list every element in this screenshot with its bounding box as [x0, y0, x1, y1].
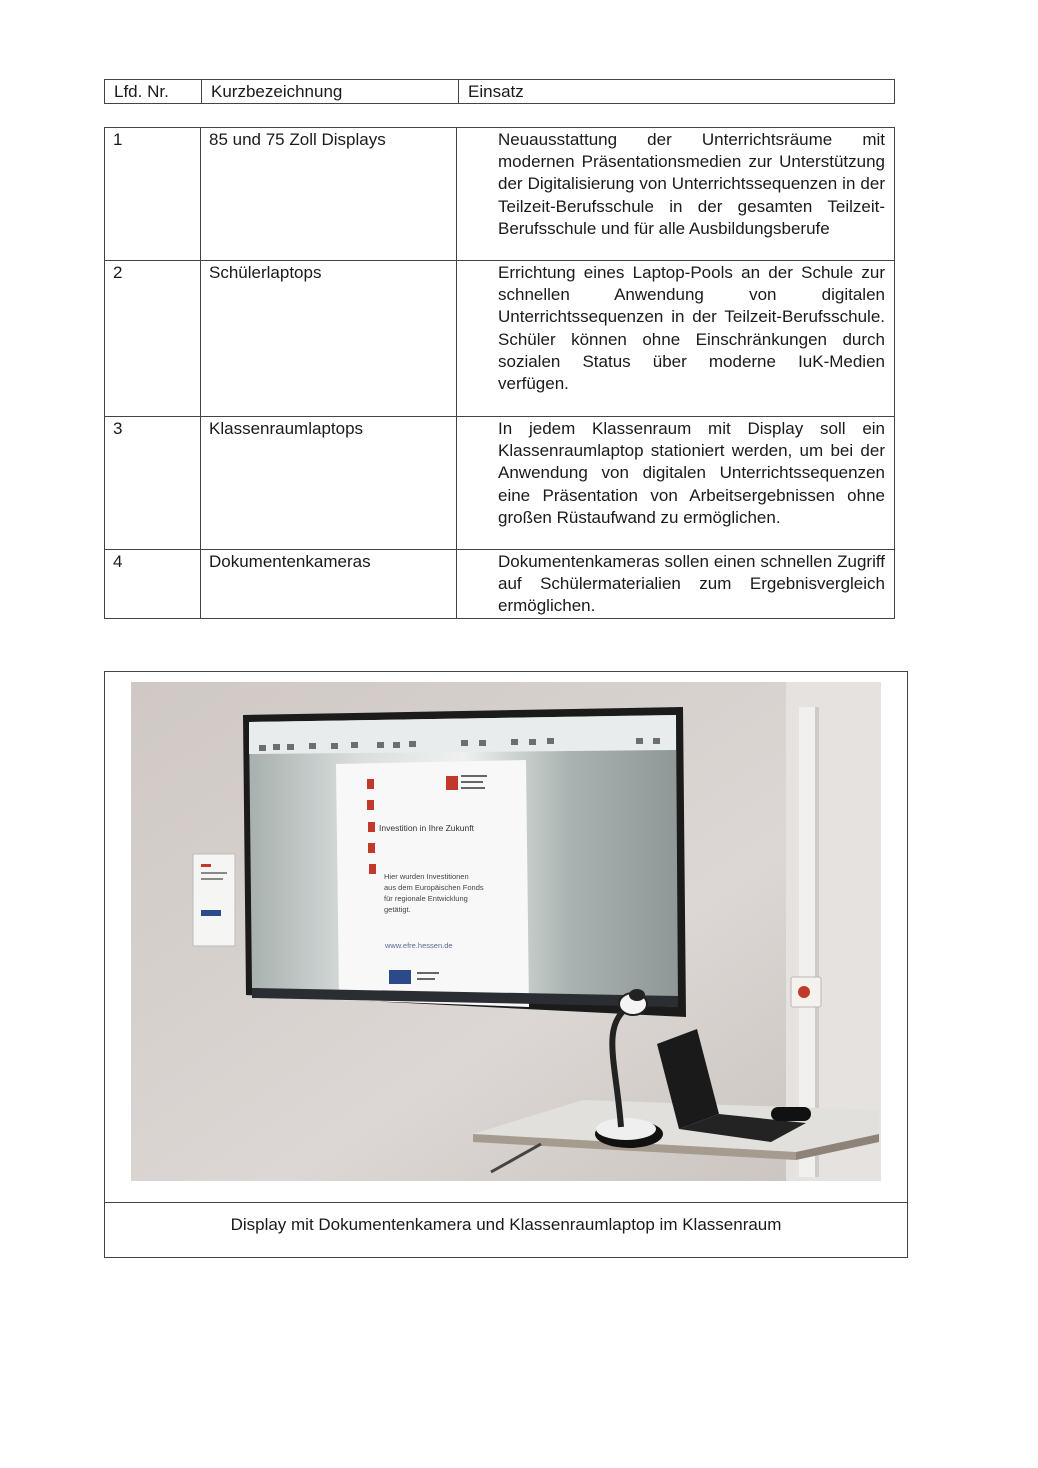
screen-heading: Investition in Ihre Zukunft — [379, 823, 474, 833]
row-use: In jedem Klassenraum mit Display soll ein Klassenraumlaptop stationiert werden, um bei der Anwendung von digitalen Unterrichtssequenzen eine Präsentation von Arbeitsergebnissen ohne großen Rüstaufwand zu ermöglichen. — [457, 417, 895, 550]
row-use: Dokumentenkameras sollen einen schnellen Zugriff auf Schülermaterialien zum Ergebnisvergleich ermöglichen. — [457, 550, 895, 619]
table-row — [105, 261, 895, 417]
screen-line: für regionale Entwicklung — [384, 894, 468, 903]
row-name: 85 und 75 Zoll Displays — [201, 128, 457, 261]
header-einsatz: Einsatz — [459, 80, 895, 104]
table-row — [105, 417, 895, 550]
table-row — [105, 550, 895, 619]
row-name: Klassenraumlaptops — [201, 417, 457, 550]
wall-display — [243, 707, 686, 1017]
equipment-table — [104, 127, 895, 619]
classroom-photo — [131, 682, 881, 1181]
row-number: 1 — [105, 128, 201, 261]
header-lfd-nr: Lfd. Nr. — [105, 80, 202, 104]
figure-caption: Display mit Dokumentenkamera und Klassenraumlaptop im Klassenraum — [230, 1215, 782, 1234]
figure-box — [104, 671, 908, 1258]
row-number: 4 — [105, 550, 201, 619]
table-row — [105, 128, 895, 261]
row-use: Neuausstattung der Unterrichtsräume mit modernen Präsentationsmedien zur Unterstützung der Digitalisierung von Unterrichtssequenzen in der Teilzeit-Berufsschule in der gesamten Teilzeit-Berufsschule und für alle Ausbildungsberufe — [457, 128, 895, 261]
row-name: Dokumentenkameras — [201, 550, 457, 619]
row-use: Errichtung eines Laptop-Pools an der Schule zur schnellen Anwendung von digitalen Unterrichtssequenzen in der Teilzeit-Berufsschule. Schüler können ohne Einschränkungen durch sozialen Status über moderne IuK-Medien verfügen. — [457, 261, 895, 417]
screen-line: getätigt. — [384, 905, 411, 914]
wall-poster — [193, 854, 235, 946]
screen-url: www.efre.hessen.de — [385, 941, 453, 950]
row-number: 3 — [105, 417, 201, 550]
header-row — [105, 80, 895, 104]
row-name: Schülerlaptops — [201, 261, 457, 417]
caption-separator — [105, 1202, 907, 1203]
screen-line: Hier wurden Investitionen — [384, 872, 469, 881]
screen-line: aus dem Europäischen Fonds — [384, 883, 484, 892]
row-number: 2 — [105, 261, 201, 417]
header-table — [104, 79, 895, 104]
header-kurzbezeichnung: Kurzbezeichnung — [202, 80, 459, 104]
